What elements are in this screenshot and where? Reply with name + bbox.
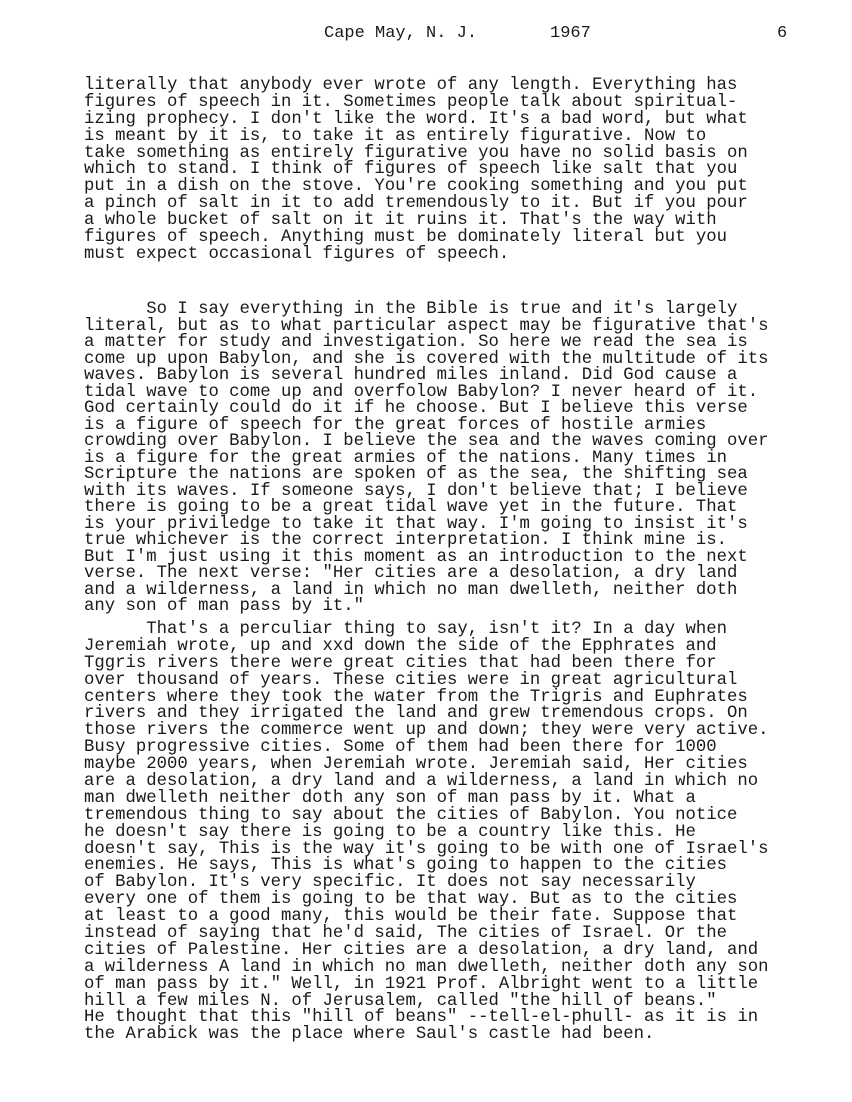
text-line: at least to a good many, this would be their fate. Suppose that — [84, 907, 738, 927]
text-line: a pinch of salt in it to add tremendously to it. But if you pour — [84, 194, 748, 214]
text-line: he doesn't say there is going to be a country like this. He — [84, 822, 696, 842]
text-line: is meant by it is, to take it as entirely figurative. Now to — [84, 126, 707, 146]
text-line: is a figure of speech for the great forces of hostile armies — [84, 415, 707, 435]
text-line: cities of Palestine. Her cities are a desolation, a dry land, and — [84, 940, 759, 960]
text-line: izing prophecy. I don't like the word. It's a bad word, but what — [84, 109, 748, 129]
text-line: true whichever is the correct interpretation. I think mine is. — [84, 531, 727, 550]
text-line: every one of them is going to be that way. But as to the cities — [84, 890, 738, 910]
text-line: hill a few miles N. of Jerusalem, called "the hill of beans." — [84, 991, 717, 1011]
text-line: and a wilderness, a land in which no man dwelleth, neither doth — [84, 580, 738, 600]
text-line: with its waves. If someone says, I don't believe that; I believe — [84, 481, 748, 501]
text-line: waves. Babylon is several hundred miles inland. Did God cause a — [84, 366, 738, 385]
text-line: He thought that this "hill of beans" --tell-el-phull- as it is in — [84, 1008, 759, 1028]
text-line: enemies. He says, This is what's going to happen to the cities — [84, 856, 727, 876]
text-line: put in a dish on the stove. You're cooking something and you put — [84, 177, 748, 197]
text-line: the Arabick was the place where Saul's castle had been. — [84, 1025, 655, 1045]
text-line: doesn't say, This is the way it's going to be with one of Israel's — [84, 839, 769, 859]
text-line: there is going to be a great tidal wave yet in the future. That — [84, 498, 738, 517]
text-line: literally that anybody ever wrote of any length. Everything has — [84, 76, 738, 95]
text-line: which to stand. I think of figures of speech like salt that you — [84, 160, 738, 180]
text-line: instead of saying that he'd said, The cities of Israel. Or the — [84, 924, 727, 944]
text-line: tremendous thing to say about the cities of Babylon. You notice — [84, 805, 738, 825]
page-number: 6 — [777, 24, 788, 43]
text-line: So I say everything in the Bible is true and it's largely — [84, 300, 738, 319]
text-line: must expect occasional figures of speech. — [84, 244, 510, 264]
paragraph-1 — [84, 78, 748, 264]
text-line: crowding over Babylon. I believe the sea and the waves coming over — [84, 432, 769, 451]
text-line: figures of speech. Anything must be dominately literal but you — [84, 228, 727, 248]
text-line: a wilderness A land in which no man dwelleth, neither doth any son — [84, 957, 769, 977]
header-place: Cape May, N. J. — [324, 24, 478, 43]
text-line: centers where they took the water from the Trigris and Euphrates — [84, 687, 748, 707]
text-line: take something as entirely figurative you have no solid basis on — [84, 143, 748, 163]
text-line: are a desolation, a dry land and a wilderness, a land in which no — [84, 772, 759, 792]
paragraph-2 — [84, 302, 768, 616]
text-line: But I'm just using it this moment as an introduction to the next — [84, 547, 748, 567]
header-year: 1967 — [550, 24, 591, 43]
text-line: over thousand of years. These cities were in great agricultural — [84, 670, 738, 690]
text-line: of Babylon. It's very specific. It does not say necessarily — [84, 873, 696, 893]
paragraph-3 — [84, 622, 768, 1044]
text-line: Busy progressive cities. Some of them had been there for 1000 — [84, 738, 717, 758]
text-line: Jeremiah wrote, up and xxd down the side of the Epphrates and — [84, 636, 717, 656]
text-line: man dwelleth neither doth any son of man pass by it. What a — [84, 788, 696, 808]
text-line: That's a perculiar thing to say, isn't it? In a day when — [84, 620, 727, 639]
text-line: maybe 2000 years, when Jeremiah wrote. Jeremiah said, Her cities — [84, 755, 748, 775]
text-line: a whole bucket of salt on it it ruins it. That's the way with — [84, 211, 717, 231]
text-line: a matter for study and investigation. So here we read the sea is — [84, 333, 748, 352]
text-line: of man pass by it." Well, in 1921 Prof. Albright went to a little — [84, 974, 759, 994]
text-line: tidal wave to come up and overfolow Babylon? I never heard of it. — [84, 382, 759, 402]
text-line: Scripture the nations are spoken of as the sea, the shifting sea — [84, 465, 748, 484]
text-line: literal, but as to what particular aspect may be figurative that's — [84, 316, 769, 336]
text-line: is a figure for the great armies of the nations. Many times in — [84, 448, 727, 468]
text-line: is your priviledge to take it that way. I'm going to insist it's — [84, 514, 748, 534]
text-line: come up upon Babylon, and she is covered with the multitude of its — [84, 349, 769, 369]
text-line: rivers and they irrigated the land and grew tremendous crops. On — [84, 704, 748, 724]
text-line: verse. The next verse: "Her cities are a desolation, a dry land — [84, 564, 738, 583]
text-line: God certainly could do it if he choose. But I believe this verse — [84, 399, 748, 418]
text-line: figures of speech in it. Sometimes people talk about spiritual- — [84, 92, 738, 112]
text-line: those rivers the commerce went up and down; they were very active. — [84, 721, 769, 741]
text-line: Tggris rivers there were great cities that had been there for — [84, 653, 717, 673]
text-line: any son of man pass by it." — [84, 597, 365, 616]
